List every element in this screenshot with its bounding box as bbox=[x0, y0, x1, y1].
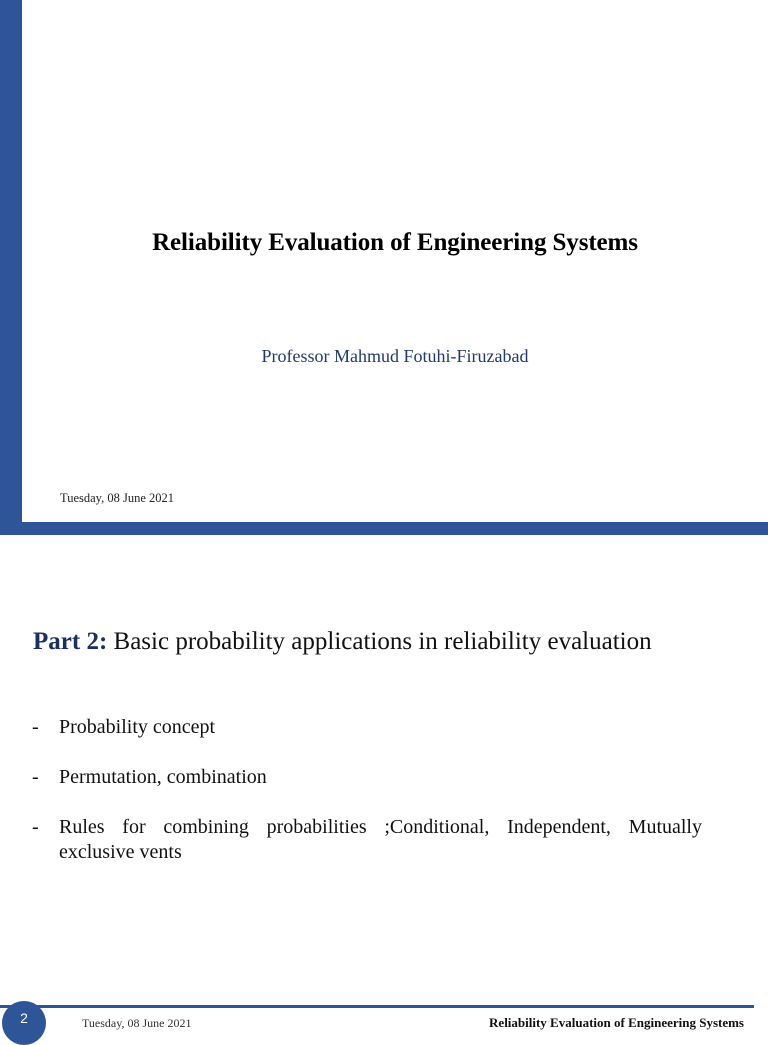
bullet-text: Probability concept bbox=[59, 716, 216, 738]
bullet-dash: - bbox=[32, 766, 39, 788]
slide-title: Reliability Evaluation of Engineering Systems bbox=[152, 229, 638, 256]
slide-separator bbox=[0, 522, 768, 535]
footer-line bbox=[0, 1005, 754, 1008]
bullet-text: Permutation, combination bbox=[59, 766, 267, 788]
bullet-text: Rules for combining probabilities ;Conditional, Independent, Mutually exclusive vents bbox=[59, 816, 702, 863]
list-item bbox=[32, 715, 702, 740]
page-number-badge: 2 bbox=[2, 1001, 46, 1045]
bullet-dash: - bbox=[32, 716, 39, 738]
title-slide bbox=[0, 0, 768, 522]
bullet-dash: - bbox=[32, 816, 39, 838]
slide-author: Professor Mahmud Fotuhi-Firuzabad bbox=[261, 346, 529, 366]
slide-date: Tuesday, 08 June 2021 bbox=[60, 491, 175, 505]
list-item bbox=[32, 765, 702, 790]
content-slide bbox=[0, 535, 768, 1030]
part-heading bbox=[33, 628, 652, 656]
bullet-list bbox=[32, 715, 702, 865]
footer-date: Tuesday, 08 June 2021 bbox=[82, 1016, 192, 1030]
slide-accent-bar bbox=[0, 0, 22, 522]
part-label: Part 2: bbox=[33, 628, 108, 655]
part-heading-text: Basic probability applications in reliability evaluation bbox=[113, 628, 652, 655]
list-item bbox=[32, 815, 702, 865]
footer-title: Reliability Evaluation of Engineering Systems bbox=[489, 1015, 744, 1030]
